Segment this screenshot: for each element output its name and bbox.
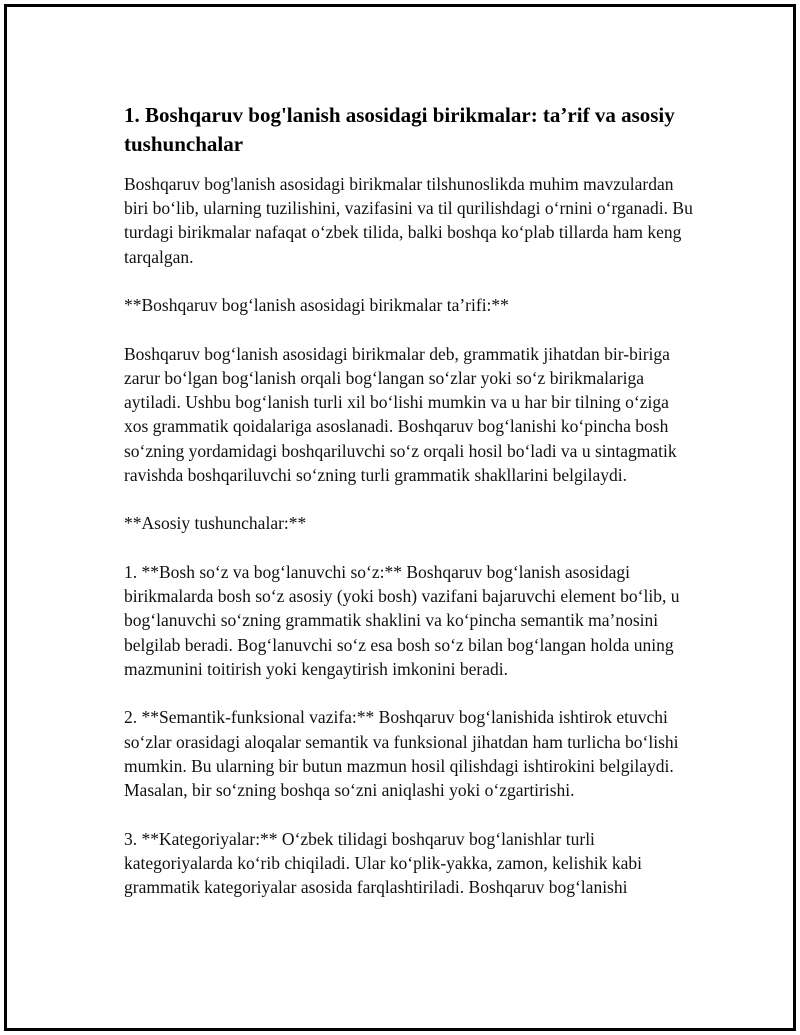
- concept-item-2: 2. **Semantik-funksional vazifa:** Boshqaruv bog‘lanishida ishtirok etuvchi so‘zlar orasidagi aloqalar semantik va funksional jihatdan ham turlicha bo‘lishi mumkin. Bu ularning bir butun mazmun hosil qilishdagi ishtirokini belgilaydi. Masalan, bir so‘zning boshqa so‘zni aniqlashi yoki o‘zgartirishi.: [124, 707, 679, 801]
- section-heading: 1. Boshqaruv bog'lanish asosidagi birikmalar: ta’rif va asosiy tushunchalar: [124, 103, 675, 156]
- page-frame: [4, 4, 796, 1031]
- intro-paragraph: Boshqaruv bog'lanish asosidagi birikmalar tilshunoslikda muhim mavzulardan biri bo‘lib, ularning tuzilishini, vazifasini va til qurilishdagi o‘rnini o‘rganadi. Bu turdagi birikmalar nafaqat o‘zbek tilida, balki boshqa ko‘plab tillarda ham keng tarqalgan.: [124, 174, 693, 267]
- document-body: [122, 101, 697, 924]
- definition-paragraph: Boshqaruv bog‘lanish asosidagi birikmalar deb, grammatik jihatdan bir-biriga zarur bo‘lgan bog‘lanish orqali bog‘langan so‘zlar yoki so‘z birikmalariga aytiladi. Ushbu bog‘lanish turli xil bo‘lishi mumkin va u har bir tilning o‘ziga xos grammatik qoidalariga asoslanadi. Boshqaruv bog‘lanishi ko‘pincha bosh so‘zning yordamidagi boshqariluvchi so‘z orqali hosil bo‘ladi va u sintagmatik ravishda boshqariluvchi so‘zning turli grammatik shakllarini belgilaydi.: [124, 343, 677, 485]
- concept-item-1: 1. **Bosh so‘z va bog‘lanuvchi so‘z:** Boshqaruv bog‘lanish asosidagi birikmalarda bosh so‘z asosiy (yoki bosh) vazifani bajaruvchi element bo‘lib, u bog‘lanuvchi so‘zning grammatik shaklini va ko‘pincha semantik ma’nosini belgilab beradi. Bog‘lanuvchi so‘z esa bosh so‘z bilan bog‘langan holda uning mazmunini toitirish yoki kengaytirish imkonini beradi.: [124, 562, 680, 679]
- definition-heading: **Boshqaruv bog‘lanish asosidagi birikmalar ta’rifi:**: [124, 295, 509, 316]
- concept-item-3: 3. **Kategoriyalar:** O‘zbek tilidagi boshqaruv bog‘lanishlar turli kategoriyalarda ko‘rib chiqiladi. Ular ko‘plik-yakka, zamon, kelishik kabi grammatik kategoriyalar asosida farqlashtiriladi. Boshqaruv bog‘lanishi: [124, 828, 643, 898]
- concepts-heading: **Asosiy tushunchalar:**: [124, 513, 307, 534]
